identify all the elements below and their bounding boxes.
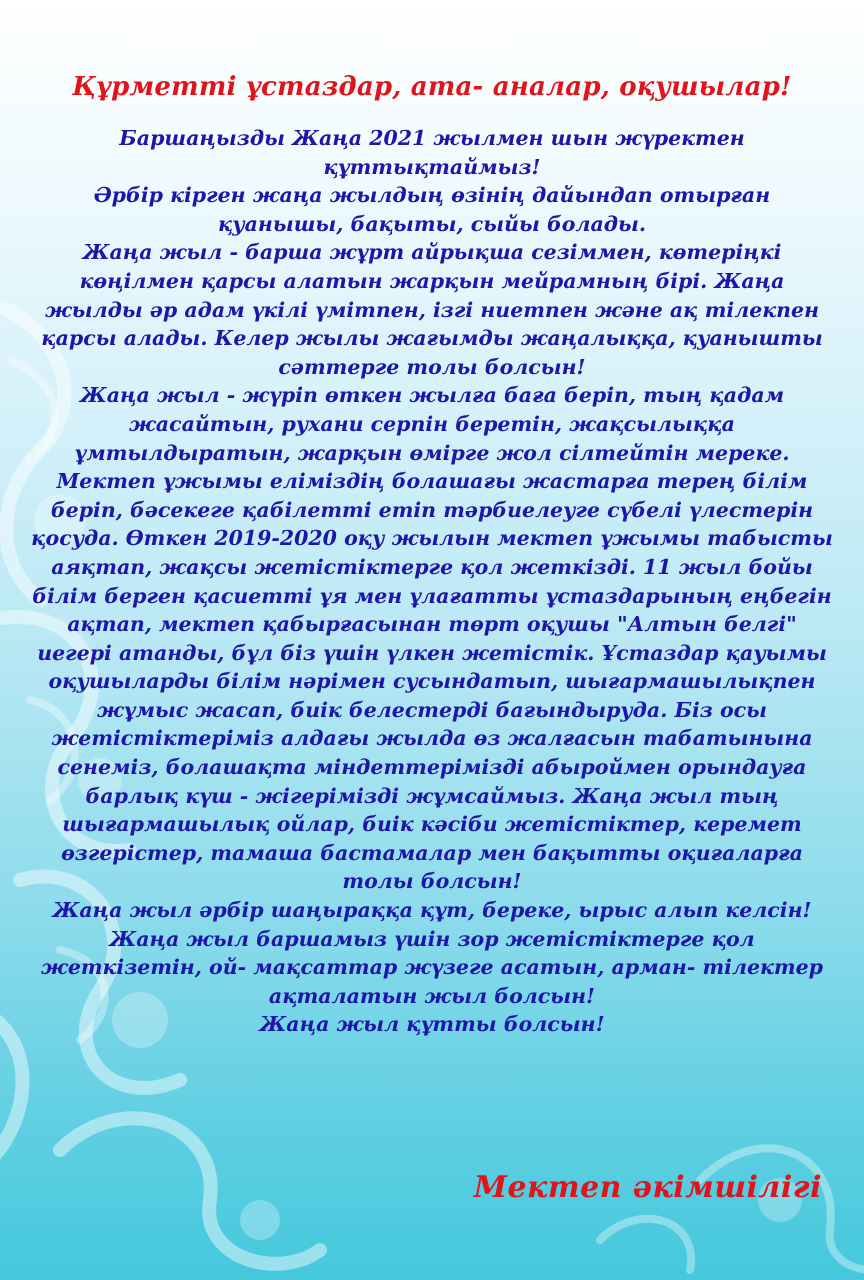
greeting-title: Құрметті ұстаздар, ата- аналар, оқушылар! bbox=[72, 72, 792, 102]
paragraph: Жаңа жыл - жүріп өткен жылға баға беріп, тың қадам жасайтын, рухани серпін беретін, жақсылыққа ұмтылдыратын, жарқын өмірге жол сілтейтін мереке. Мектеп ұжымы еліміздің болашағы жастарға терең білім беріп, бәсекеге қабілетті етіп тәрбиелеуге сүбелі үлестерін қосуда. Өткен 2019-2020 оқу жылын мектеп ұжымы табысты аяқтап, жақсы жетістіктерге қол жеткізді. 11 жыл бойы білім берген қасиетті ұя мен ұлағатты ұстаздарының еңбегін ақтап, мектеп қабырғасынан төрт оқушы "Алтын белгі" иегері атанды, бұл біз үшін үлкен жетістік. Ұстаздар қауымы оқушыларды білім нәрімен сусындатып, шығармашылықпен жұмыс жасап, биік белестерді бағындыруда. Біз осы жетістіктеріміз алдағы жылда өз жалғасын табатынына сенеміз, болашақта міндеттерімізді абыроймен орындауға барлық күш - жігерімізді жұмсаймыз. Жаңа жыл тың шығармашылық ойлар, биік кәсіби жетістіктер, керемет өзгерістер, тамаша бастамалар мен бақытты оқиғаларға толы болсын! bbox=[31, 383, 833, 894]
paragraph: Жаңа жыл баршамыз үшін зор жетістіктерге қол жеткізетін, ой- мақсаттар жүзеге асатын, арман- тілектер ақталатын жыл болсын! bbox=[41, 926, 823, 1008]
greeting-body bbox=[30, 124, 834, 1039]
paragraph: Баршаңызды Жаңа 2021 жылмен шын жүректен құттықтаймыз! bbox=[119, 126, 745, 179]
signature: Мектеп әкімшілігі bbox=[473, 1170, 822, 1205]
paragraph: Жаңа жыл - барша жұрт айрықша сезіммен, көтеріңкі көңілмен қарсы алатын жарқын мейрамның бірі. Жаңа жылды әр адам үкілі үмітпен, ізгі ниетпен және ақ тілекпен қарсы алады. Келер жылы жағымды жаңалыққа, қуанышты сәттерге толы болсын! bbox=[41, 240, 823, 379]
paragraph: Әрбір кірген жаңа жылдың өзінің дайындап отырған қуанышы, бақыты, сыйы болады. bbox=[93, 183, 771, 236]
paragraph: Жаңа жыл құтты болсын! bbox=[259, 1012, 605, 1037]
paragraph: Жаңа жыл әрбір шаңыраққа құт, береке, ырыс алып келсін! bbox=[52, 898, 812, 923]
